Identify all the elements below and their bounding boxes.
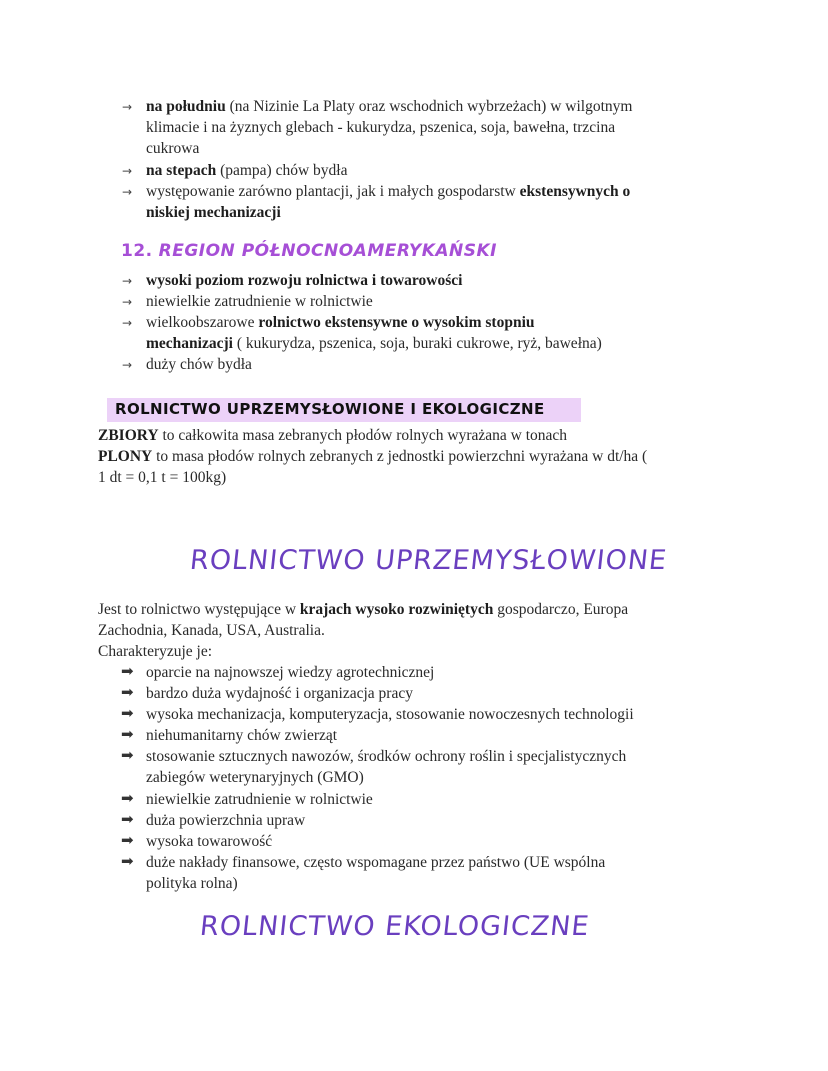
arrow-icon: → (122, 316, 133, 330)
industrial-intro-line-2: Zachodnia, Kanada, USA, Australia. (98, 622, 325, 639)
feature-7: duża powierzchnia upraw (146, 812, 306, 829)
south-item-1-line-3: cukrowa (146, 140, 200, 157)
bold-arrow-icon: ➡ (121, 683, 134, 701)
arrow-icon: → (122, 295, 133, 309)
industrial-title: ROLNICTWO UPRZEMYSŁOWIONE (188, 545, 669, 576)
text: ( kukurydza, pszenica, soja, buraki cukrowe, ryż, bawełna) (232, 335, 602, 352)
south-item-1-line-1 (146, 96, 632, 117)
feature-5-line-2: zabiegów weterynaryjnych (GMO) (146, 769, 364, 786)
bold-text: na stepach (146, 162, 217, 179)
south-item-2 (146, 160, 347, 181)
section-heading: ROLNICTWO UPRZEMYSŁOWIONE I EKOLOGICZNE (115, 400, 545, 418)
plony-definition-line-2: 1 dt = 0,1 t = 100kg) (98, 469, 227, 486)
arrow-icon: → (122, 100, 133, 114)
feature-5-line-1: stosowanie sztucznych nawozów, środków ochrony roślin i specjalistycznych (146, 748, 627, 765)
heading-number: 12. (121, 241, 153, 261)
feature-3: wysoka mechanizacja, komputeryzacja, stosowanie nowoczesnych technologii (146, 706, 634, 723)
bold-arrow-icon: ➡ (121, 704, 134, 722)
south-item-3-line-2: niskiej mechanizacji (146, 204, 281, 221)
definition: to całkowita masa zebranych płodów rolnych wyrażana w tonach (158, 427, 568, 444)
region-12-item-4: duży chów bydła (146, 356, 252, 373)
arrow-icon: → (122, 274, 133, 288)
text: (na Nizinie La Platy oraz wschodnich wybrzeżach) w wilgotnym (225, 98, 633, 115)
feature-8: wysoka towarowość (146, 833, 273, 850)
text: wielkoobszarowe (146, 314, 259, 331)
term: PLONY (98, 448, 153, 465)
feature-2: bardzo duża wydajność i organizacja pracy (146, 685, 413, 702)
feature-4: niehumanitarny chów zwierząt (146, 727, 338, 744)
bold-arrow-icon: ➡ (121, 831, 134, 849)
text: (pampa) chów bydła (216, 162, 348, 179)
region-12-item-3-line-2 (146, 333, 602, 354)
bold-text: ekstensywnych o (519, 183, 631, 200)
bold-text: krajach wysoko rozwiniętych (299, 601, 494, 618)
region-12-item-3-line-1 (146, 312, 535, 333)
bold-text: na południu (146, 98, 226, 115)
text: gospodarczo, Europa (493, 601, 629, 618)
region-12-heading (121, 241, 497, 261)
region-12-item-2: niewielkie zatrudnienie w rolnictwie (146, 293, 373, 310)
bold-arrow-icon: ➡ (121, 725, 134, 743)
bold-text: rolnictwo ekstensywne o wysokim stopniu (258, 314, 535, 331)
bold-arrow-icon: ➡ (121, 810, 134, 828)
zbiory-definition (98, 425, 567, 446)
bold-arrow-icon: ➡ (121, 746, 134, 764)
south-item-3-line-1 (146, 181, 630, 202)
feature-6: niewielkie zatrudnienie w rolnictwie (146, 791, 373, 808)
bold-arrow-icon: ➡ (121, 789, 134, 807)
text: występowanie zarówno plantacji, jak i małych gospodarstw (146, 183, 520, 200)
text: Jest to rolnictwo występujące w (98, 601, 300, 618)
feature-1: oparcie na najnowszej wiedzy agrotechnicznej (146, 664, 435, 681)
definition: to masa płodów rolnych zebranych z jednostki powierzchni wyrażana w dt/ha ( (152, 448, 648, 465)
term: ZBIORY (98, 427, 159, 444)
ecological-title: ROLNICTWO EKOLOGICZNE (198, 911, 592, 942)
feature-9-line-1: duże nakłady finansowe, często wspomagane przez państwo (UE wspólna (146, 854, 606, 871)
heading-text: REGION PÓŁNOCNOAMERYKAŃSKI (158, 241, 497, 261)
feature-9-line-2: polityka rolna) (146, 875, 238, 892)
industrial-intro-line-3: Charakteryzuje je: (98, 643, 213, 660)
plony-definition-line-1 (98, 446, 647, 467)
region-12-item-1: wysoki poziom rozwoju rolnictwa i towarowości (146, 272, 463, 289)
south-item-1-line-2: klimacie i na żyznych glebach - kukurydza, pszenica, soja, bawełna, trzcina (146, 119, 616, 136)
arrow-icon: → (122, 358, 133, 372)
bold-text: mechanizacji (146, 335, 233, 352)
industrial-intro-line-1 (98, 599, 628, 620)
arrow-icon: → (122, 164, 133, 178)
bold-arrow-icon: ➡ (121, 852, 134, 870)
arrow-icon: → (122, 185, 133, 199)
bold-arrow-icon: ➡ (121, 662, 134, 680)
